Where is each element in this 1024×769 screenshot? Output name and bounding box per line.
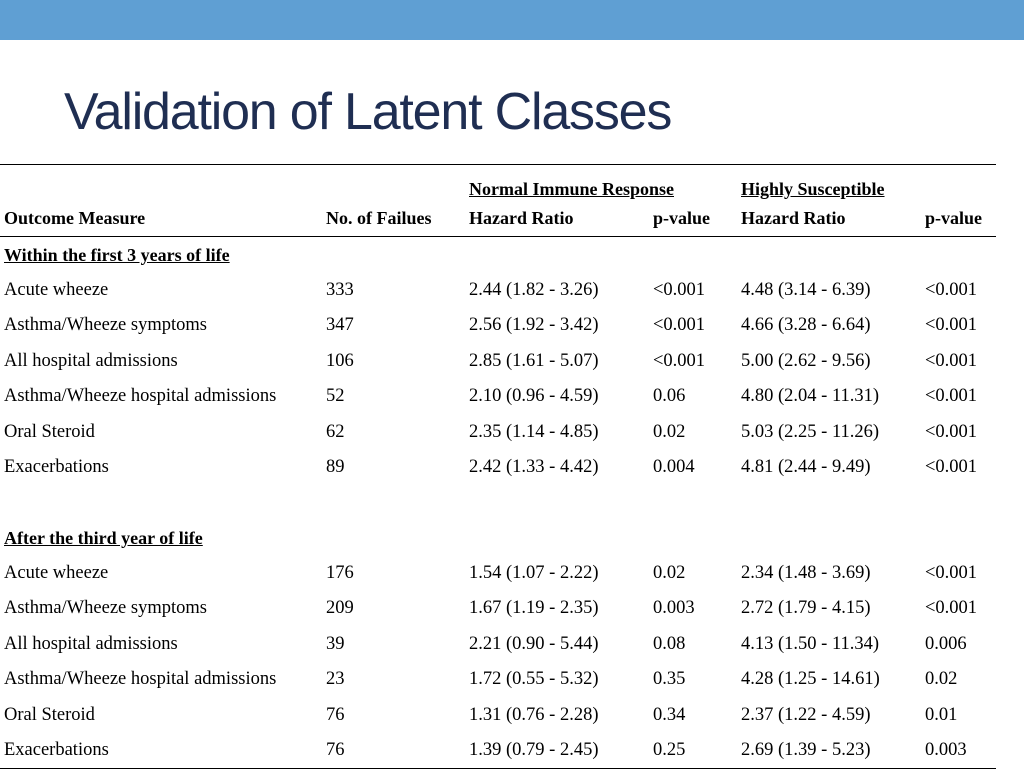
cell-hazard-ratio-highly: 4.66 (3.28 - 6.64) <box>741 315 871 336</box>
cell-p-value-normal: 0.004 <box>653 456 695 477</box>
cell-failures: 76 <box>326 740 345 761</box>
cell-p-value-normal: 0.34 <box>653 704 686 725</box>
cell-outcome: Exacerbations <box>4 740 109 761</box>
section-heading: After the third year of life <box>4 527 203 548</box>
cell-p-value-normal: 0.06 <box>653 386 686 407</box>
group-normal-immune-response <box>465 165 737 201</box>
cell-p-value-normal: <0.001 <box>653 279 706 300</box>
cell-p-value-highly: <0.001 <box>925 315 978 336</box>
cell-hazard-ratio-highly: 5.00 (2.62 - 9.56) <box>741 350 871 371</box>
cell-hazard-ratio-normal: 2.44 (1.82 - 3.26) <box>469 279 599 300</box>
empty-cell <box>0 165 322 201</box>
cell-outcome: Exacerbations <box>4 456 109 477</box>
cell-hazard-ratio-normal: 1.31 (0.76 - 2.28) <box>469 704 599 725</box>
cell-outcome: Asthma/Wheeze hospital admissions <box>4 386 277 407</box>
table-row <box>0 379 996 414</box>
cell-hazard-ratio-highly: 4.80 (2.04 - 11.31) <box>741 386 880 407</box>
cell-hazard-ratio-highly: 2.72 (1.79 - 4.15) <box>741 598 871 619</box>
cell-p-value-highly: 0.01 <box>925 704 958 725</box>
table-row <box>0 450 996 485</box>
cell-outcome: Asthma/Wheeze symptoms <box>4 598 207 619</box>
cell-hazard-ratio-normal: 2.42 (1.33 - 4.42) <box>469 456 599 477</box>
cell-hazard-ratio-normal: 2.10 (0.96 - 4.59) <box>469 386 599 407</box>
group-highly-susceptible <box>737 165 996 201</box>
cell-p-value-normal: 0.25 <box>653 740 686 761</box>
cell-p-value-highly: <0.001 <box>925 421 978 442</box>
group-header-row <box>0 165 996 201</box>
cell-failures: 209 <box>326 598 354 619</box>
cell-outcome: All hospital admissions <box>4 350 178 371</box>
cell-hazard-ratio-normal: 1.67 (1.19 - 2.35) <box>469 598 599 619</box>
cell-hazard-ratio-highly: 4.13 (1.50 - 11.34) <box>741 633 880 654</box>
table-row <box>0 591 996 626</box>
cell-p-value-highly: <0.001 <box>925 456 978 477</box>
table-row <box>0 344 996 379</box>
cell-hazard-ratio-highly: 4.48 (3.14 - 6.39) <box>741 279 871 300</box>
cell-p-value-highly: 0.02 <box>925 669 958 690</box>
cell-failures: 39 <box>326 633 345 654</box>
cell-hazard-ratio-normal: 1.54 (1.07 - 2.22) <box>469 563 599 584</box>
cell-p-value-normal: <0.001 <box>653 315 706 336</box>
header-hazard-ratio-highly: Hazard Ratio <box>737 201 921 237</box>
cell-failures: 176 <box>326 563 354 584</box>
results-table <box>0 165 996 768</box>
section-heading-row <box>0 237 996 273</box>
cell-failures: 62 <box>326 421 345 442</box>
cell-hazard-ratio-highly: 5.03 (2.25 - 11.26) <box>741 421 880 442</box>
section-heading: Within the first 3 years of life <box>4 244 230 265</box>
cell-p-value-normal: 0.02 <box>653 563 686 584</box>
cell-hazard-ratio-normal: 1.72 (0.55 - 5.32) <box>469 669 599 690</box>
cell-p-value-normal: <0.001 <box>653 350 706 371</box>
header-no-of-failures: No. of Failues <box>322 201 465 237</box>
header-p-value-normal: p-value <box>649 201 737 237</box>
cell-failures: 333 <box>326 279 354 300</box>
cell-outcome: Acute wheeze <box>4 279 109 300</box>
cell-failures: 52 <box>326 386 345 407</box>
cell-p-value-highly: <0.001 <box>925 598 978 619</box>
group-normal-label: Normal Immune Response <box>469 179 674 199</box>
table-row <box>0 733 996 768</box>
cell-outcome: Oral Steroid <box>4 704 95 725</box>
header-p-value-highly: p-value <box>921 201 996 237</box>
cell-p-value-normal: 0.02 <box>653 421 686 442</box>
cell-p-value-highly: <0.001 <box>925 386 978 407</box>
cell-hazard-ratio-normal: 2.21 (0.90 - 5.44) <box>469 633 599 654</box>
column-header-row <box>0 201 996 237</box>
table-row <box>0 627 996 662</box>
cell-hazard-ratio-normal: 2.85 (1.61 - 5.07) <box>469 350 599 371</box>
spacer-cell <box>0 485 996 520</box>
cell-hazard-ratio-highly: 2.37 (1.22 - 4.59) <box>741 704 871 725</box>
header-outcome-measure: Outcome Measure <box>0 201 322 237</box>
group-highly-label: Highly Susceptible <box>741 179 885 199</box>
cell-failures: 106 <box>326 350 354 371</box>
table-row <box>0 662 996 697</box>
cell-p-value-highly: 0.006 <box>925 633 967 654</box>
cell-failures: 23 <box>326 669 345 690</box>
slide-title: Validation of Latent Classes <box>64 83 672 141</box>
cell-outcome: Asthma/Wheeze hospital admissions <box>4 669 277 690</box>
table-row <box>0 556 996 591</box>
cell-hazard-ratio-highly: 4.81 (2.44 - 9.49) <box>741 456 871 477</box>
cell-p-value-highly: <0.001 <box>925 563 978 584</box>
cell-p-value-highly: <0.001 <box>925 350 978 371</box>
cell-hazard-ratio-highly: 2.69 (1.39 - 5.23) <box>741 740 871 761</box>
cell-failures: 347 <box>326 315 354 336</box>
cell-hazard-ratio-normal: 1.39 (0.79 - 2.45) <box>469 740 599 761</box>
cell-outcome: Oral Steroid <box>4 421 95 442</box>
cell-failures: 76 <box>326 704 345 725</box>
cell-p-value-highly: 0.003 <box>925 740 967 761</box>
cell-p-value-normal: 0.08 <box>653 633 686 654</box>
cell-outcome: All hospital admissions <box>4 633 178 654</box>
table-row <box>0 273 996 308</box>
spacer-row <box>0 485 996 520</box>
cell-hazard-ratio-normal: 2.35 (1.14 - 4.85) <box>469 421 599 442</box>
cell-p-value-normal: 0.35 <box>653 669 686 690</box>
cell-hazard-ratio-highly: 2.34 (1.48 - 3.69) <box>741 563 871 584</box>
results-table-container <box>0 164 996 769</box>
cell-hazard-ratio-highly: 4.28 (1.25 - 14.61) <box>741 669 880 690</box>
empty-cell <box>322 165 465 201</box>
cell-hazard-ratio-normal: 2.56 (1.92 - 3.42) <box>469 315 599 336</box>
header-hazard-ratio-normal: Hazard Ratio <box>465 201 649 237</box>
table-row <box>0 414 996 449</box>
cell-outcome: Asthma/Wheeze symptoms <box>4 315 207 336</box>
top-accent-bar <box>0 0 1024 40</box>
table-row <box>0 308 996 343</box>
cell-p-value-normal: 0.003 <box>653 598 695 619</box>
cell-failures: 89 <box>326 456 345 477</box>
section-heading-row <box>0 521 996 556</box>
cell-outcome: Acute wheeze <box>4 563 109 584</box>
table-row <box>0 697 996 732</box>
cell-p-value-highly: <0.001 <box>925 279 978 300</box>
